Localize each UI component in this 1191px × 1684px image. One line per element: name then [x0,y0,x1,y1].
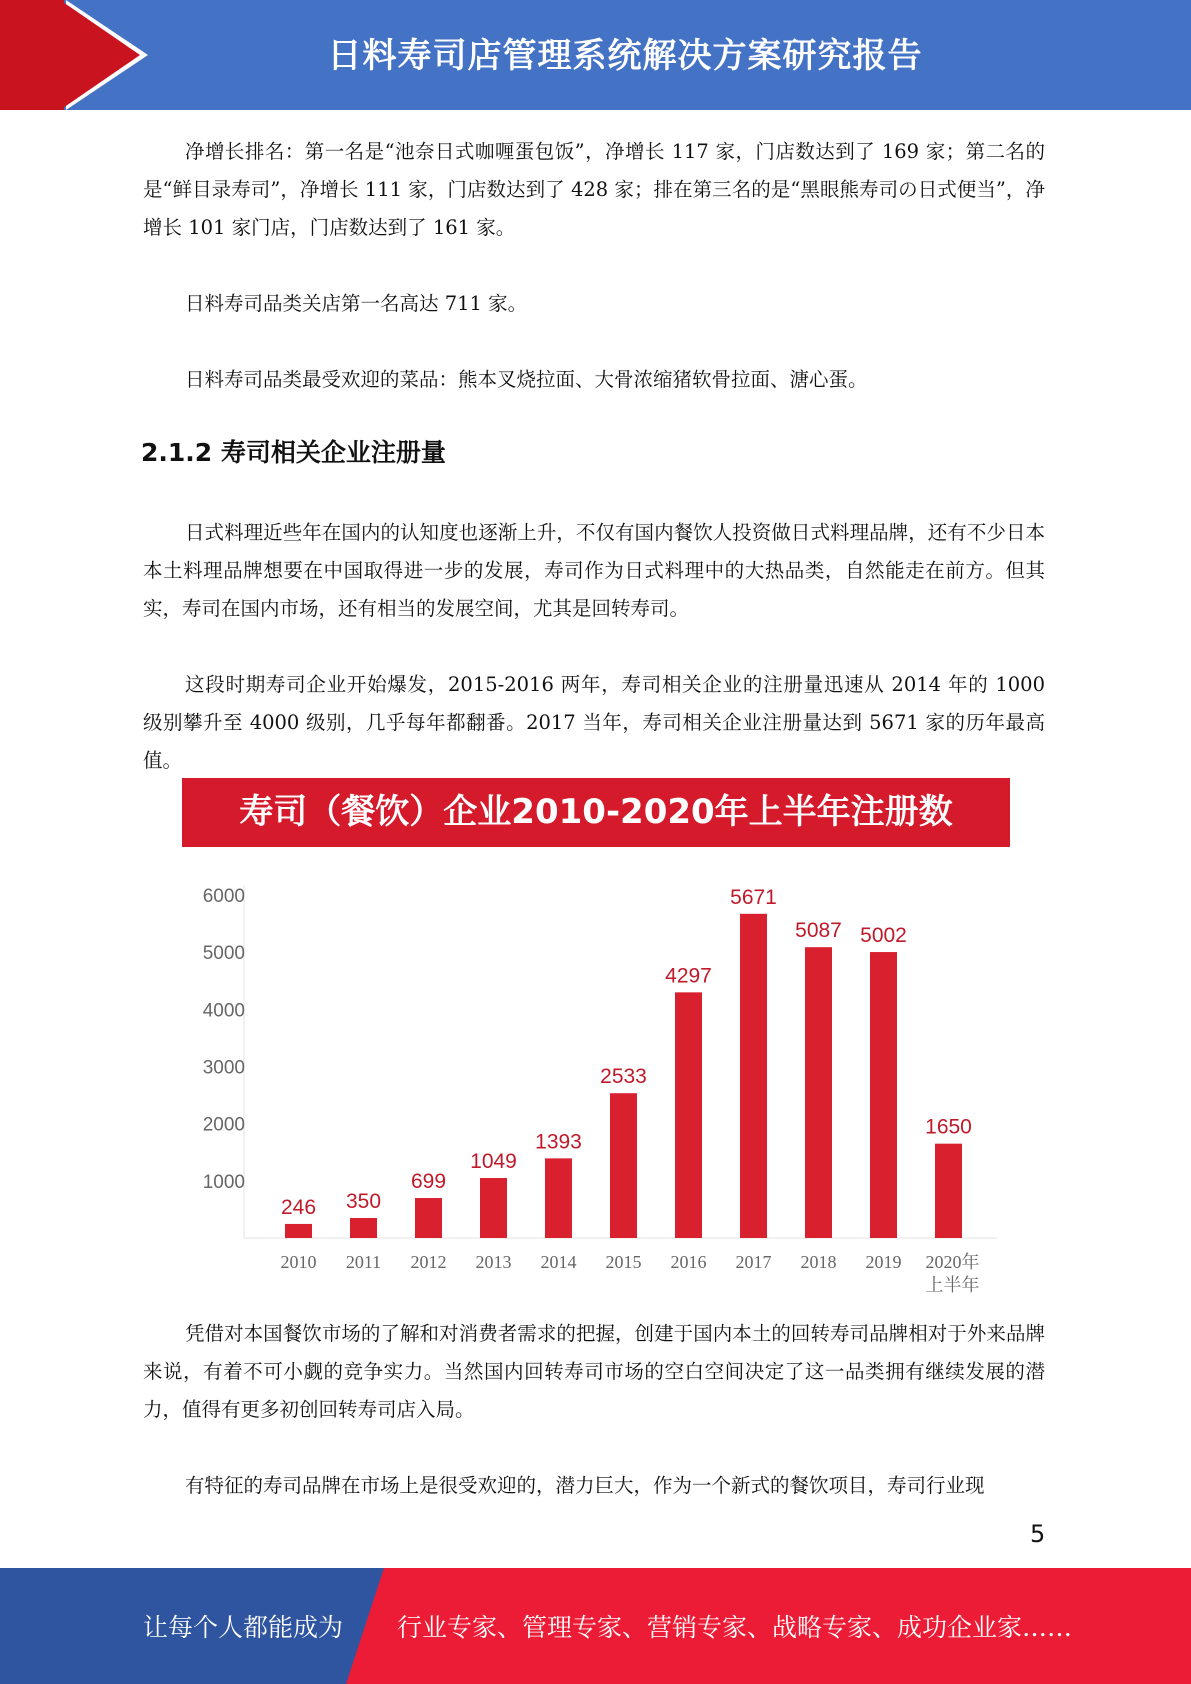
page-footer [0,1568,1191,1684]
bar [545,1158,572,1238]
report-title: 日料寿司店管理系统解决方案研究报告 [327,36,923,76]
footer-slogan-right: 行业专家、管理专家、营销专家、战略专家、成功企业家…… [397,1613,1073,1642]
footer-blue-slant [346,1568,384,1684]
y-tick-label: 5000 [202,943,245,965]
data-label: 2533 [600,1065,647,1089]
data-label: 5087 [795,919,842,943]
x-tick-label: 2010 [280,1252,317,1272]
x-tick-label: 2020年 [925,1252,980,1272]
x-tick-label: 2014 [540,1252,577,1272]
bar [285,1224,312,1238]
bar [740,914,767,1238]
paragraph-domestic-brands: 凭借对本国餐饮市场的了解和对消费者需求的把握，创建于国内本土的回转寿司品牌相对于外来品牌来说，有着不可小觑的竞争实力。当然国内回转寿司市场的空白空间决定了这一品类拥有继续发展的潜力，值得有更多初创回转寿司店入局。 [143,1322,1045,1421]
chart-plot [182,778,1010,1298]
data-label: 1049 [470,1150,517,1174]
data-label: 5002 [860,924,907,948]
data-label: 350 [345,1189,382,1213]
bar [610,1093,637,1238]
x-tick-label: 2019 [865,1252,902,1272]
x-tick-label: 2012 [410,1252,447,1272]
x-tick-label: 2018 [800,1252,837,1272]
paragraph-potential: 有特征的寿司品牌在市场上是很受欢迎的，潜力巨大，作为一个新式的餐饮项目，寿司行业现 [185,1474,985,1497]
x-tick-label: 2013 [475,1252,512,1272]
x-tick-label: 2016 [670,1252,707,1272]
paragraph-net-growth-ranking: 净增长排名：第一名是“池奈日式咖喱蛋包饭”，净增长 117 家，门店数达到了 169 家；第二名的是“鲜目录寿司”，净增长 111 家，门店数达到了 428 家；排在第三名的是“黑眼熊寿司の日式便当”，净增长 101 家门店，门店数达到了 161 家。 [143,140,1045,239]
header-red-chevron [60,0,140,110]
paragraph-registration-growth: 这段时期寿司企业开始爆发，2015-2016 两年，寿司相关企业的注册量迅速从 2014 年的 1000 级别攀升至 4000 级别，几乎每年都翻番。2017 当年，寿司相关企业注册量达到 5671 家的历年最高值。 [143,673,1045,772]
bar [870,952,897,1238]
page-number: 5 [1030,1520,1046,1548]
data-label: 4297 [665,964,712,988]
footer-slogan-left: 让每个人都能成为 [143,1613,344,1642]
y-tick-label: 6000 [202,886,245,907]
data-label: 1393 [535,1130,582,1154]
section-heading: 2.1.2 寿司相关企业注册量 [141,438,446,467]
chart-title: 寿司（餐饮）企业2010-2020年上半年注册数 [239,792,953,832]
y-tick-label: 4000 [202,1000,245,1022]
x-tick-label: 2011 [345,1252,382,1272]
paragraph-closures: 日料寿司品类关店第一名高达 711 家。 [185,292,528,315]
data-label: 1650 [925,1115,972,1139]
bar [350,1218,377,1238]
bar [480,1178,507,1238]
data-label: 699 [410,1170,447,1194]
y-tick-label: 3000 [202,1057,245,1079]
y-tick-label: 1000 [202,1171,245,1193]
paragraph-popular-dishes: 日料寿司品类最受欢迎的菜品：熊本叉烧拉面、大骨浓缩猪软骨拉面、溏心蛋。 [185,368,868,391]
data-label: 5671 [730,885,777,909]
bar [935,1144,962,1238]
paragraph-japanese-cuisine: 日式料理近些年在国内的认知度也逐渐上升，不仅有国内餐饮人投资做日式料理品牌，还有不少日本本土料理品牌想要在中国取得进一步的发展，寿司作为日式料理中的大热品类，自然能走在前方。但其实，寿司在国内市场，还有相当的发展空间，尤其是回转寿司。 [143,521,1045,620]
x-tick-label: 上半年 [925,1275,980,1295]
registration-bar-chart [182,778,1010,1298]
y-tick-label: 2000 [202,1114,245,1136]
x-tick-label: 2017 [735,1252,772,1272]
page-header [0,0,1191,110]
header-red-block [0,0,64,110]
bar [805,947,832,1238]
x-tick-label: 2015 [605,1252,642,1272]
bar [415,1198,442,1238]
data-label: 246 [280,1195,317,1219]
bar [675,992,702,1238]
